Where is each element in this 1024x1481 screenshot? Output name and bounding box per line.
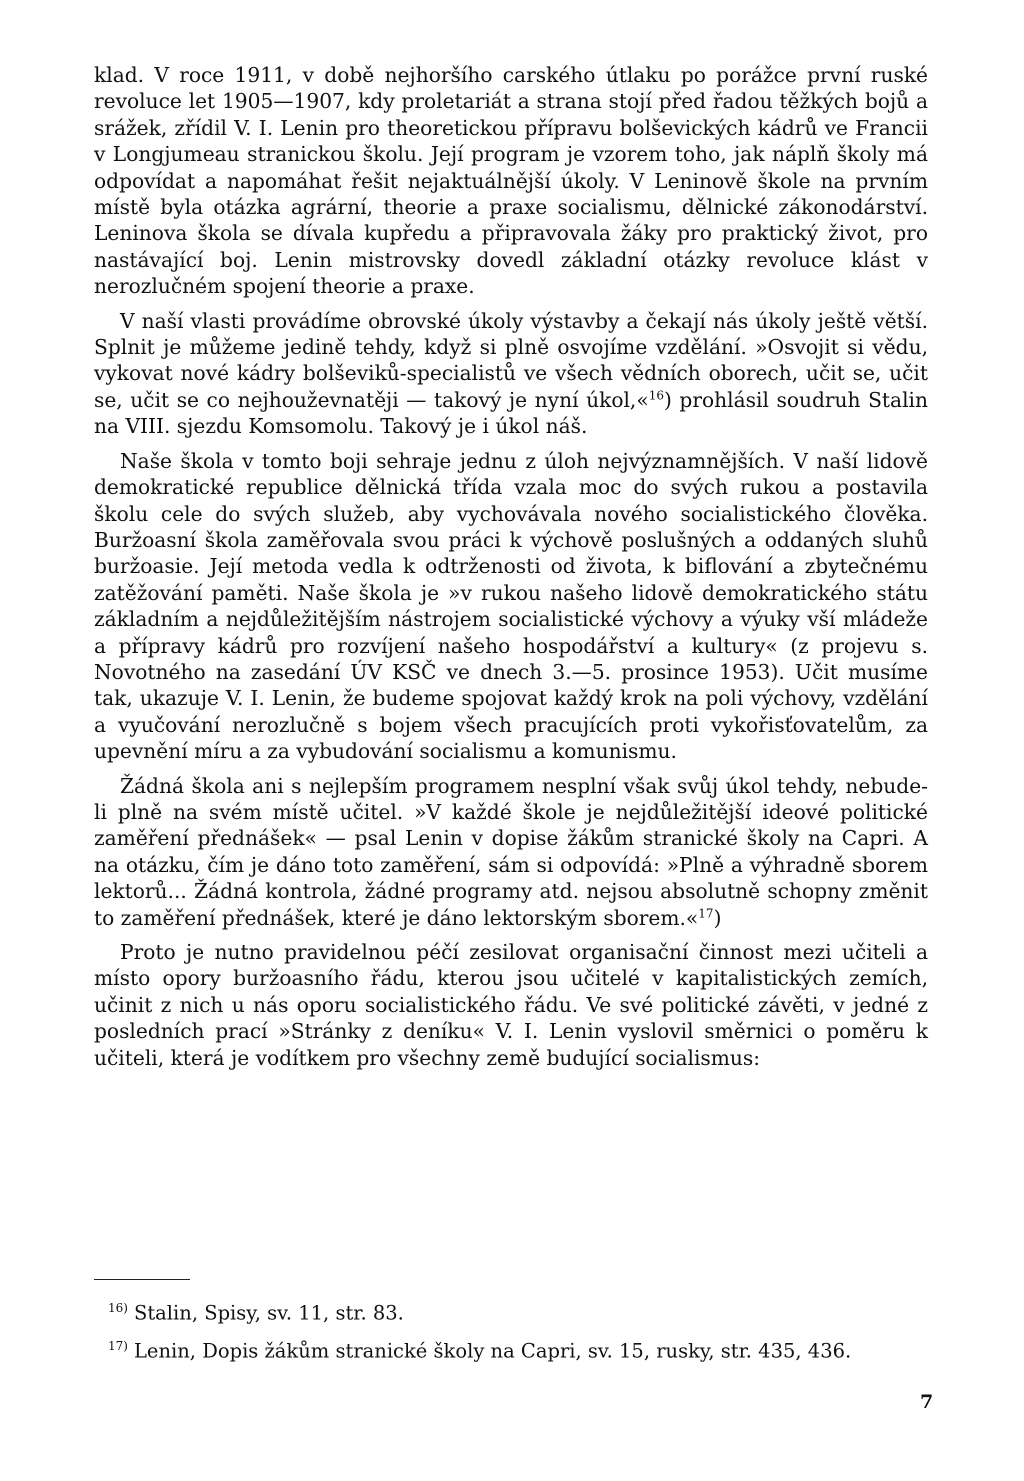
footnote-mark-16-number: 16 [108, 1301, 124, 1315]
paragraph-4 [94, 773, 928, 931]
paragraph-5: Proto je nutno pravidelnou péčí zesilovat organisační činnost mezi učiteli a místo opory buržoasního řádu, kterou jsou učitelé v kapitalistických zemích, učinit z nich u nás oporu socialistického řádu. Ve své politické závěti, v jedné z posledních prací »Stránky z deníku« V. I. Lenin vyslovil směrnici o poměru k učiteli, která je vodítkem pro všechny země budující socialismus: [94, 940, 928, 1070]
footnote-mark-17 [108, 1339, 128, 1353]
body-text [94, 62, 928, 1071]
paragraph-2 [94, 308, 928, 440]
footnote-mark-16 [108, 1301, 128, 1315]
footnote-16 [108, 1292, 938, 1330]
page-number: 7 [920, 1391, 934, 1413]
paragraph-3: Naše škola v tomto boji sehraje jednu z úloh nejvýznamnějších. V naší lidově demokratické republice dělnická třída vzala moc do svých rukou a postavila školu cele do svých služeb, aby vychovávala nového socialistického člověka. Buržoasní škola zaměřovala svou práci k výchově poslušných a oddaných sluhů buržoasie. Její metoda vedla k odtrženosti od života, k biflování a zbytečnému zatěžování paměti. Naše škola je »v rukou našeho lidově demokratického státu základním a nejdůležitějším nástrojem socialistické výchovy a výuky vší mládeže a přípravy kádrů pro rozvíjení našeho hospodářství a kultury« (z projevu s. Novotného na zasedání ÚV KSČ ve dnech 3.—5. prosince 1953). Učit musíme tak, ukazuje V. I. Lenin, že budeme spojovat každý krok na poli výchovy, vzdělání a vyučování nerozlučně s bojem všech pracujících proti vykořisťovatelům, za upevnění míru a za vybudování socialismu a komunismu. [94, 448, 928, 764]
footnote-divider [94, 1279, 190, 1280]
footnote-ref-16: 16 [648, 388, 664, 403]
paragraph-2-text-end: ) prohlásil soudruh Stalin na VIII. sjezdu Komsomolu. Takový je i úkol náš. [94, 387, 928, 439]
footnote-mark-16-paren: ) [123, 1301, 128, 1315]
footnote-mark-17-paren: ) [123, 1338, 128, 1353]
footnote-17-text: Lenin, Dopis žákům stranické školy na Capri, sv. 15, rusky, str. 435, 436. [133, 1339, 852, 1362]
paragraph-1: klad. V roce 1911, v době nejhoršího carského útlaku po porážce první ruské revoluce let 1905—1907, kdy proletariát a strana stojí před řadou těžkých bojů a srážek, zřídil V. I. Lenin pro theoretickou přípravu bolševických kádrů ve Francii v Longjumeau stranickou školu. Její program je vzorem toho, jak náplň školy má odpovídat a napomáhat řešit nejaktuálnější úkoly. V Leninově škole na prvním místě byla otázka agrární, theorie a praxe socialismu, dělnické zákonodárství. Leninova škola se dívala kupředu a připravovala žáky pro praktický život, pro nastávající boj. Lenin mistrovsky dovedl základní otázky revoluce klást v nerozlučném spojení theorie a praxe. [94, 63, 928, 299]
footnote-mark-17-number: 17 [108, 1338, 124, 1353]
paragraph-4-text-end: ) [713, 905, 722, 930]
footnote-ref-17: 17 [698, 905, 714, 920]
footnote-17 [108, 1330, 938, 1368]
paragraph-2-text: V naší vlasti provádíme obrovské úkoly výstavby a čekají nás úkoly ještě větší. Splnit je můžeme jedině tehdy, když si plně osvojíme vzdělání. »Osvojit si vědu, vykovat nové kádry bolševiků-specialistů ve všech vědních oborech, učit se, učit se, učit se co nejhouževnatěji — takový je nyní úkol,« [94, 308, 928, 412]
footnotes [108, 1292, 938, 1367]
footnote-16-text: Stalin, Spisy, sv. 11, str. 83. [133, 1301, 404, 1325]
paragraph-4-text: Žádná škola ani s nejlepším programem nesplní však svůj úkol tehdy, nebude-li plně na svém místě učitel. »V každé škole je nejdůležitější ideové politické zaměření přednášek« — psal Lenin v dopise žákům stranické školy na Capri. A na otázku, čím je dáno toto zaměření, sám si odpovídá: »Plně a výhradně sborem lektorů... Žádná kontrola, žádné programy atd. nejsou absolutně schopny změnit to zaměření přednášek, které je dáno lektorským sborem.« [94, 773, 928, 930]
